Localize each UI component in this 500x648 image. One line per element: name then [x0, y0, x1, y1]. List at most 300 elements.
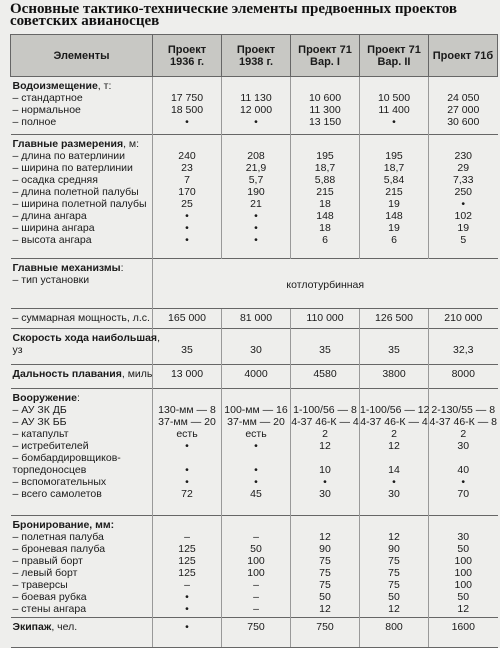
- spacer: [291, 80, 359, 92]
- cell-value: 4000: [244, 368, 268, 380]
- cell-value: 5,84: [383, 174, 405, 186]
- cell-value: 12: [457, 603, 470, 615]
- section-title: [13, 621, 153, 633]
- cell-value: 2: [391, 428, 397, 440]
- cell-value: 35: [181, 344, 193, 356]
- header-project-1: [153, 35, 222, 77]
- value-col-3: [291, 618, 360, 648]
- row-label: – суммарная мощность, л.с.: [12, 312, 150, 324]
- cell-value: 100: [454, 567, 473, 579]
- value-col-1: [153, 516, 222, 618]
- cell-value: 2: [322, 428, 328, 440]
- value-col-2: [222, 77, 291, 135]
- header-row: [11, 35, 498, 77]
- cell-value: 5,7: [248, 174, 264, 186]
- row-label: – ширина по ватерлинии: [12, 162, 133, 174]
- cell-value: 30 600: [447, 116, 480, 128]
- cell-value: 30: [457, 440, 470, 452]
- cell-value: 12: [319, 440, 331, 452]
- cell-value: –: [253, 603, 259, 615]
- cell-value: 75: [319, 555, 331, 567]
- cell-value: 30: [319, 488, 331, 500]
- cell-value: 6: [391, 234, 397, 246]
- row-label: – полное: [12, 116, 57, 128]
- section-row: [11, 259, 498, 309]
- cell-value: 1600: [451, 621, 475, 633]
- header-line: 1938 г.: [238, 55, 274, 68]
- row-label: – катапульт: [12, 428, 69, 440]
- value-col-1: [153, 77, 222, 135]
- row-label: уз: [12, 344, 23, 356]
- cell-value: 148: [385, 210, 403, 222]
- cell-value: •: [185, 603, 189, 615]
- spacer: [429, 138, 498, 150]
- cell-value: 195: [316, 150, 334, 162]
- cell-value: [429, 452, 498, 464]
- cell-value: 30: [250, 344, 262, 356]
- section-labels: [11, 389, 153, 516]
- section-title-text: Вооружение: [12, 392, 77, 404]
- table-title: [10, 1, 500, 29]
- row-label: – полетная палуба: [12, 531, 104, 543]
- cell-value: 8000: [451, 368, 475, 380]
- cell-value: •: [185, 234, 189, 246]
- spacer: [153, 519, 221, 531]
- section-title-text: Водоизмещение: [12, 80, 98, 92]
- section-title-unit: , т:: [97, 80, 112, 92]
- header-line: Проект: [236, 43, 276, 56]
- value-col-3: [291, 309, 360, 329]
- cell-value: •: [254, 222, 258, 234]
- section-title-text: Главные размерения: [12, 138, 124, 150]
- spacer: [153, 80, 221, 92]
- cell-value: 90: [319, 543, 331, 555]
- value-col-5: [429, 309, 498, 329]
- cell-value: 100: [454, 579, 473, 591]
- section-row: [11, 516, 498, 618]
- cell-value: –: [253, 579, 259, 591]
- spacer: [360, 138, 428, 150]
- spacer: [360, 332, 428, 344]
- cell-value: 195: [385, 150, 403, 162]
- spacer: [429, 80, 498, 92]
- cell-value: •: [254, 234, 258, 246]
- spacer: [153, 138, 221, 150]
- cell-value: 11 400: [378, 104, 410, 116]
- cell-value: 230: [454, 150, 473, 162]
- spacer: [429, 392, 498, 404]
- cell-value: 240: [178, 150, 196, 162]
- row-label: – длина по ватерлинии: [12, 150, 125, 162]
- header-project-3: [291, 35, 360, 77]
- cell-value: 12: [319, 603, 331, 615]
- cell-value: 102: [454, 210, 473, 222]
- cell-value: 13 000: [170, 368, 204, 380]
- header-elements: [11, 35, 153, 77]
- cell-value: 19: [388, 198, 400, 210]
- section-labels: [11, 516, 153, 618]
- cell-value: •: [185, 464, 189, 476]
- row-label: – ширина ангара: [12, 222, 95, 234]
- value-col-2: [222, 516, 291, 618]
- cell-value: 130-мм — 8: [158, 404, 216, 416]
- section-title: [13, 392, 153, 404]
- cell-value: 125: [178, 555, 196, 567]
- row-label: – длина ангара: [12, 210, 87, 222]
- spacer: [222, 138, 290, 150]
- row-label: – нормальное: [12, 104, 81, 116]
- cell-value: 100: [247, 555, 265, 567]
- value-col-2: [222, 309, 291, 329]
- value-col-1: [153, 135, 222, 259]
- specs-table: [10, 34, 498, 648]
- spacer: [222, 392, 290, 404]
- spacer: [153, 332, 221, 344]
- value-col-3: [291, 365, 360, 389]
- spacer: [291, 392, 359, 404]
- cell-value: •: [185, 476, 189, 488]
- cell-value: 11 130: [240, 92, 272, 104]
- cell-value: [153, 452, 221, 464]
- section-title-text: Скорость хода наибольшая: [12, 332, 158, 344]
- cell-value: 29: [457, 162, 470, 174]
- cell-value: 25: [181, 198, 193, 210]
- spacer: [429, 519, 498, 531]
- section-row: [11, 77, 498, 135]
- row-label: – истребителей: [12, 440, 89, 452]
- value-col-2: [222, 389, 291, 516]
- section-title-unit: , м:: [123, 138, 140, 150]
- value-col-4: [360, 516, 429, 618]
- spacer: [360, 80, 428, 92]
- header-line: Вар. I: [310, 55, 340, 68]
- cell-value: 190: [247, 186, 265, 198]
- cell-value: 40: [457, 464, 470, 476]
- cell-value: –: [253, 531, 259, 543]
- cell-value: 250: [454, 186, 473, 198]
- section-labels: [11, 309, 153, 329]
- value-col-5: [429, 329, 498, 365]
- value-col-1: [153, 329, 222, 365]
- row-label: – тип установки: [12, 274, 90, 286]
- cell-value: •: [323, 476, 327, 488]
- section-labels: [11, 365, 153, 389]
- cell-value: –: [184, 579, 190, 591]
- value-col-5: [429, 618, 498, 648]
- header-project-4: [360, 35, 429, 77]
- cell-value: 72: [181, 488, 193, 500]
- cell-value: 37-мм — 20: [227, 416, 285, 428]
- cell-value: •: [254, 116, 258, 128]
- value-col-4: [360, 135, 429, 259]
- cell-value: 90: [388, 543, 400, 555]
- header-project-5: [429, 35, 498, 77]
- row-label: – стандартное: [12, 92, 83, 104]
- cell-value: 37-мм — 20: [158, 416, 216, 428]
- cell-value: [222, 452, 290, 464]
- section-title-unit: :: [120, 262, 124, 274]
- cell-value: •: [185, 621, 189, 633]
- cell-value: 50: [319, 591, 331, 603]
- spacer: [153, 392, 221, 404]
- value-col-2: [222, 618, 291, 648]
- cell-value: 19: [457, 222, 470, 234]
- cell-value: 18: [319, 222, 331, 234]
- spacer: [291, 332, 359, 344]
- cell-value: 17 750: [170, 92, 204, 104]
- cell-value: 4580: [313, 368, 337, 380]
- cell-value: 32,3: [453, 344, 474, 356]
- cell-value: •: [254, 210, 258, 222]
- value-col-4: [360, 309, 429, 329]
- header-line: 1936 г.: [169, 55, 205, 68]
- cell-value: 18,7: [383, 162, 405, 174]
- cell-value: есть: [245, 428, 267, 440]
- cell-value: 1-100/56 — 12: [360, 404, 430, 416]
- cell-value: 75: [388, 579, 400, 591]
- cell-value: 126 500: [375, 312, 413, 324]
- section-title-text: Дальность плавания: [12, 368, 122, 380]
- value-col-2: [222, 135, 291, 259]
- cell-value: •: [392, 476, 396, 488]
- cell-value: •: [392, 116, 396, 128]
- value-col-5: [429, 516, 498, 618]
- section-labels: [11, 329, 160, 365]
- cell-value: 12: [388, 440, 400, 452]
- cell-value: 100: [454, 555, 473, 567]
- cell-value: 125: [178, 543, 196, 555]
- row-label: – боевая рубка: [12, 591, 87, 603]
- spacer: [222, 332, 290, 344]
- spacer: [429, 332, 498, 344]
- cell-value: 50: [457, 543, 470, 555]
- cell-value: 125: [178, 567, 196, 579]
- row-label: – осадка средняя: [12, 174, 98, 186]
- row-label: – левый борт: [12, 567, 78, 579]
- cell-value: 110 000: [306, 312, 344, 324]
- section-title-text: Бронирование, мм:: [12, 519, 115, 531]
- cell-value: 1-100/56 — 8: [293, 404, 357, 416]
- section-title-text: Главные механизмы: [12, 262, 121, 274]
- spacer: [291, 519, 359, 531]
- row-label: – бомбардировщиков-: [12, 452, 121, 464]
- section-title: [13, 138, 153, 150]
- row-label: – ширина полетной палубы: [12, 198, 147, 210]
- section-row: [11, 309, 498, 329]
- spacer: [222, 519, 290, 531]
- cell-value: •: [254, 464, 258, 476]
- cell-value: 75: [388, 567, 400, 579]
- value-col-5: [429, 389, 498, 516]
- table-title-line-1: Основные тактико-технические элементы предвоенных проектов: [10, 1, 458, 17]
- value-col-4: [360, 329, 429, 365]
- cell-value: 12: [388, 531, 400, 543]
- header-line: Элементы: [53, 49, 110, 62]
- section-labels: [11, 135, 153, 259]
- value-col-3: [291, 516, 360, 618]
- section-title: [13, 519, 153, 531]
- value-col-4: [360, 389, 429, 516]
- row-label: – АУ ЗК ДБ: [12, 404, 67, 416]
- section-row: [11, 365, 498, 389]
- cell-value: 100-мм — 16: [224, 404, 288, 416]
- cell-value: 5: [460, 234, 467, 246]
- value-col-4: [360, 77, 429, 135]
- cell-value: [291, 452, 359, 464]
- section-title: [13, 80, 153, 92]
- row-label: – длина полетной палубы: [12, 186, 139, 198]
- section-row: [11, 329, 498, 365]
- cell-value: 148: [316, 210, 334, 222]
- cell-value: 18: [319, 198, 331, 210]
- section-title: [12, 332, 160, 344]
- value-col-5: [429, 77, 498, 135]
- cell-value: •: [185, 210, 189, 222]
- header-line: Проект 71б: [432, 49, 494, 62]
- cell-value: 13 150: [308, 116, 342, 128]
- value-col-1: [153, 618, 222, 648]
- row-label: – броневая палуба: [12, 543, 106, 555]
- row-label: – вспомогательных: [12, 476, 107, 488]
- value-col-4: [360, 365, 429, 389]
- cell-value: •: [185, 116, 189, 128]
- cell-value: [360, 452, 428, 464]
- cell-value: 208: [247, 150, 265, 162]
- cell-value: 75: [319, 579, 331, 591]
- cell-value: 215: [316, 186, 334, 198]
- header-line: Проект 71: [298, 43, 352, 56]
- cell-value: 750: [316, 621, 334, 633]
- cell-value: 10: [319, 464, 331, 476]
- section-title-text: Экипаж: [12, 621, 52, 633]
- cell-value: 7: [184, 174, 190, 186]
- value-col-3: [291, 329, 360, 365]
- cell-value: 2-130/55 — 8: [431, 404, 496, 416]
- cell-value: 75: [319, 567, 331, 579]
- row-label: – всего самолетов: [12, 488, 102, 500]
- cell-value: 18,7: [314, 162, 336, 174]
- cell-value: 12: [319, 531, 331, 543]
- cell-value: 100: [247, 567, 265, 579]
- value-col-3: [291, 389, 360, 516]
- cell-value: •: [185, 591, 189, 603]
- cell-value: 50: [457, 591, 470, 603]
- cell-value: 21: [250, 198, 262, 210]
- header-line: Проект 71: [367, 43, 421, 56]
- cell-value: 35: [388, 344, 400, 356]
- spacer: [360, 392, 428, 404]
- cell-value: •: [254, 440, 258, 452]
- section-labels: [11, 259, 153, 309]
- section-row: [11, 618, 498, 648]
- section-title: [13, 262, 153, 274]
- section-title: [13, 368, 153, 380]
- cell-value: –: [184, 531, 190, 543]
- cell-value: 45: [250, 488, 262, 500]
- cell-value: 19: [388, 222, 400, 234]
- cell-value: 215: [385, 186, 403, 198]
- spacer: [291, 138, 359, 150]
- cell-value: •: [461, 198, 466, 210]
- cell-value: •: [254, 476, 258, 488]
- cell-value: –: [253, 591, 259, 603]
- cell-value: 30: [388, 488, 400, 500]
- cell-value: 12: [388, 603, 400, 615]
- section-row: [11, 135, 498, 259]
- cell-value: 11 300: [309, 104, 341, 116]
- value-col-1: [153, 365, 222, 389]
- cell-value: 81 000: [239, 312, 273, 324]
- cell-value: •: [461, 476, 466, 488]
- header-line: Проект: [167, 43, 207, 56]
- cell-value: 50: [388, 591, 400, 603]
- cell-value: 35: [319, 344, 331, 356]
- section-title-unit: ,: [157, 332, 160, 344]
- cell-value: 210 000: [444, 312, 483, 324]
- cell-value: 12 000: [239, 104, 273, 116]
- value-col-1: [153, 389, 222, 516]
- value-col-3: [291, 77, 360, 135]
- row-label: торпедоносцев: [12, 464, 87, 476]
- cell-value: 165 000: [168, 312, 206, 324]
- header-project-2: [222, 35, 291, 77]
- value-col-5: [429, 135, 498, 259]
- value-col-2: [222, 329, 291, 365]
- value-col-1: [153, 309, 222, 329]
- cell-value: 10 500: [377, 92, 411, 104]
- cell-value: 750: [247, 621, 265, 633]
- cell-value: 21,9: [245, 162, 267, 174]
- value-col-4: [360, 618, 429, 648]
- cell-value: 24 050: [447, 92, 480, 104]
- cell-value: 18 500: [170, 104, 204, 116]
- cell-value: 4-37 46-К — 4: [360, 416, 428, 428]
- cell-value: 30: [457, 531, 470, 543]
- row-label: – высота ангара: [12, 234, 92, 246]
- merged-value: котлотурбинная: [153, 259, 498, 309]
- header-line: Вар. II: [377, 55, 411, 68]
- cell-value: 27 000: [447, 104, 480, 116]
- cell-value: 3800: [382, 368, 406, 380]
- row-label: – траверсы: [12, 579, 68, 591]
- value-col-3: [291, 135, 360, 259]
- spacer: [222, 80, 290, 92]
- value-col-2: [222, 365, 291, 389]
- specs-table-body: [11, 35, 498, 648]
- section-title-unit: :: [76, 392, 80, 404]
- cell-value: 4-37 46-К — 8: [429, 416, 497, 428]
- cell-value: есть: [176, 428, 198, 440]
- cell-value: 800: [385, 621, 403, 633]
- section-labels: [11, 77, 153, 135]
- cell-value: 50: [250, 543, 262, 555]
- cell-value: 75: [388, 555, 400, 567]
- row-label: – правый борт: [12, 555, 83, 567]
- cell-value: 7,33: [453, 174, 474, 186]
- value-col-5: [429, 365, 498, 389]
- section-title-unit: , чел.: [51, 621, 78, 633]
- row-label: – АУ ЗК ББ: [12, 416, 67, 428]
- cell-value: 170: [178, 186, 196, 198]
- table-title-line-2: советских авианосцев: [10, 13, 160, 29]
- cell-value: 10 600: [308, 92, 342, 104]
- cell-value: 4-37 46-К — 4: [291, 416, 359, 428]
- cell-value: 6: [322, 234, 328, 246]
- cell-value: 70: [457, 488, 470, 500]
- row-label: – стены ангара: [12, 603, 87, 615]
- cell-value: •: [185, 440, 189, 452]
- section-labels: [11, 618, 153, 648]
